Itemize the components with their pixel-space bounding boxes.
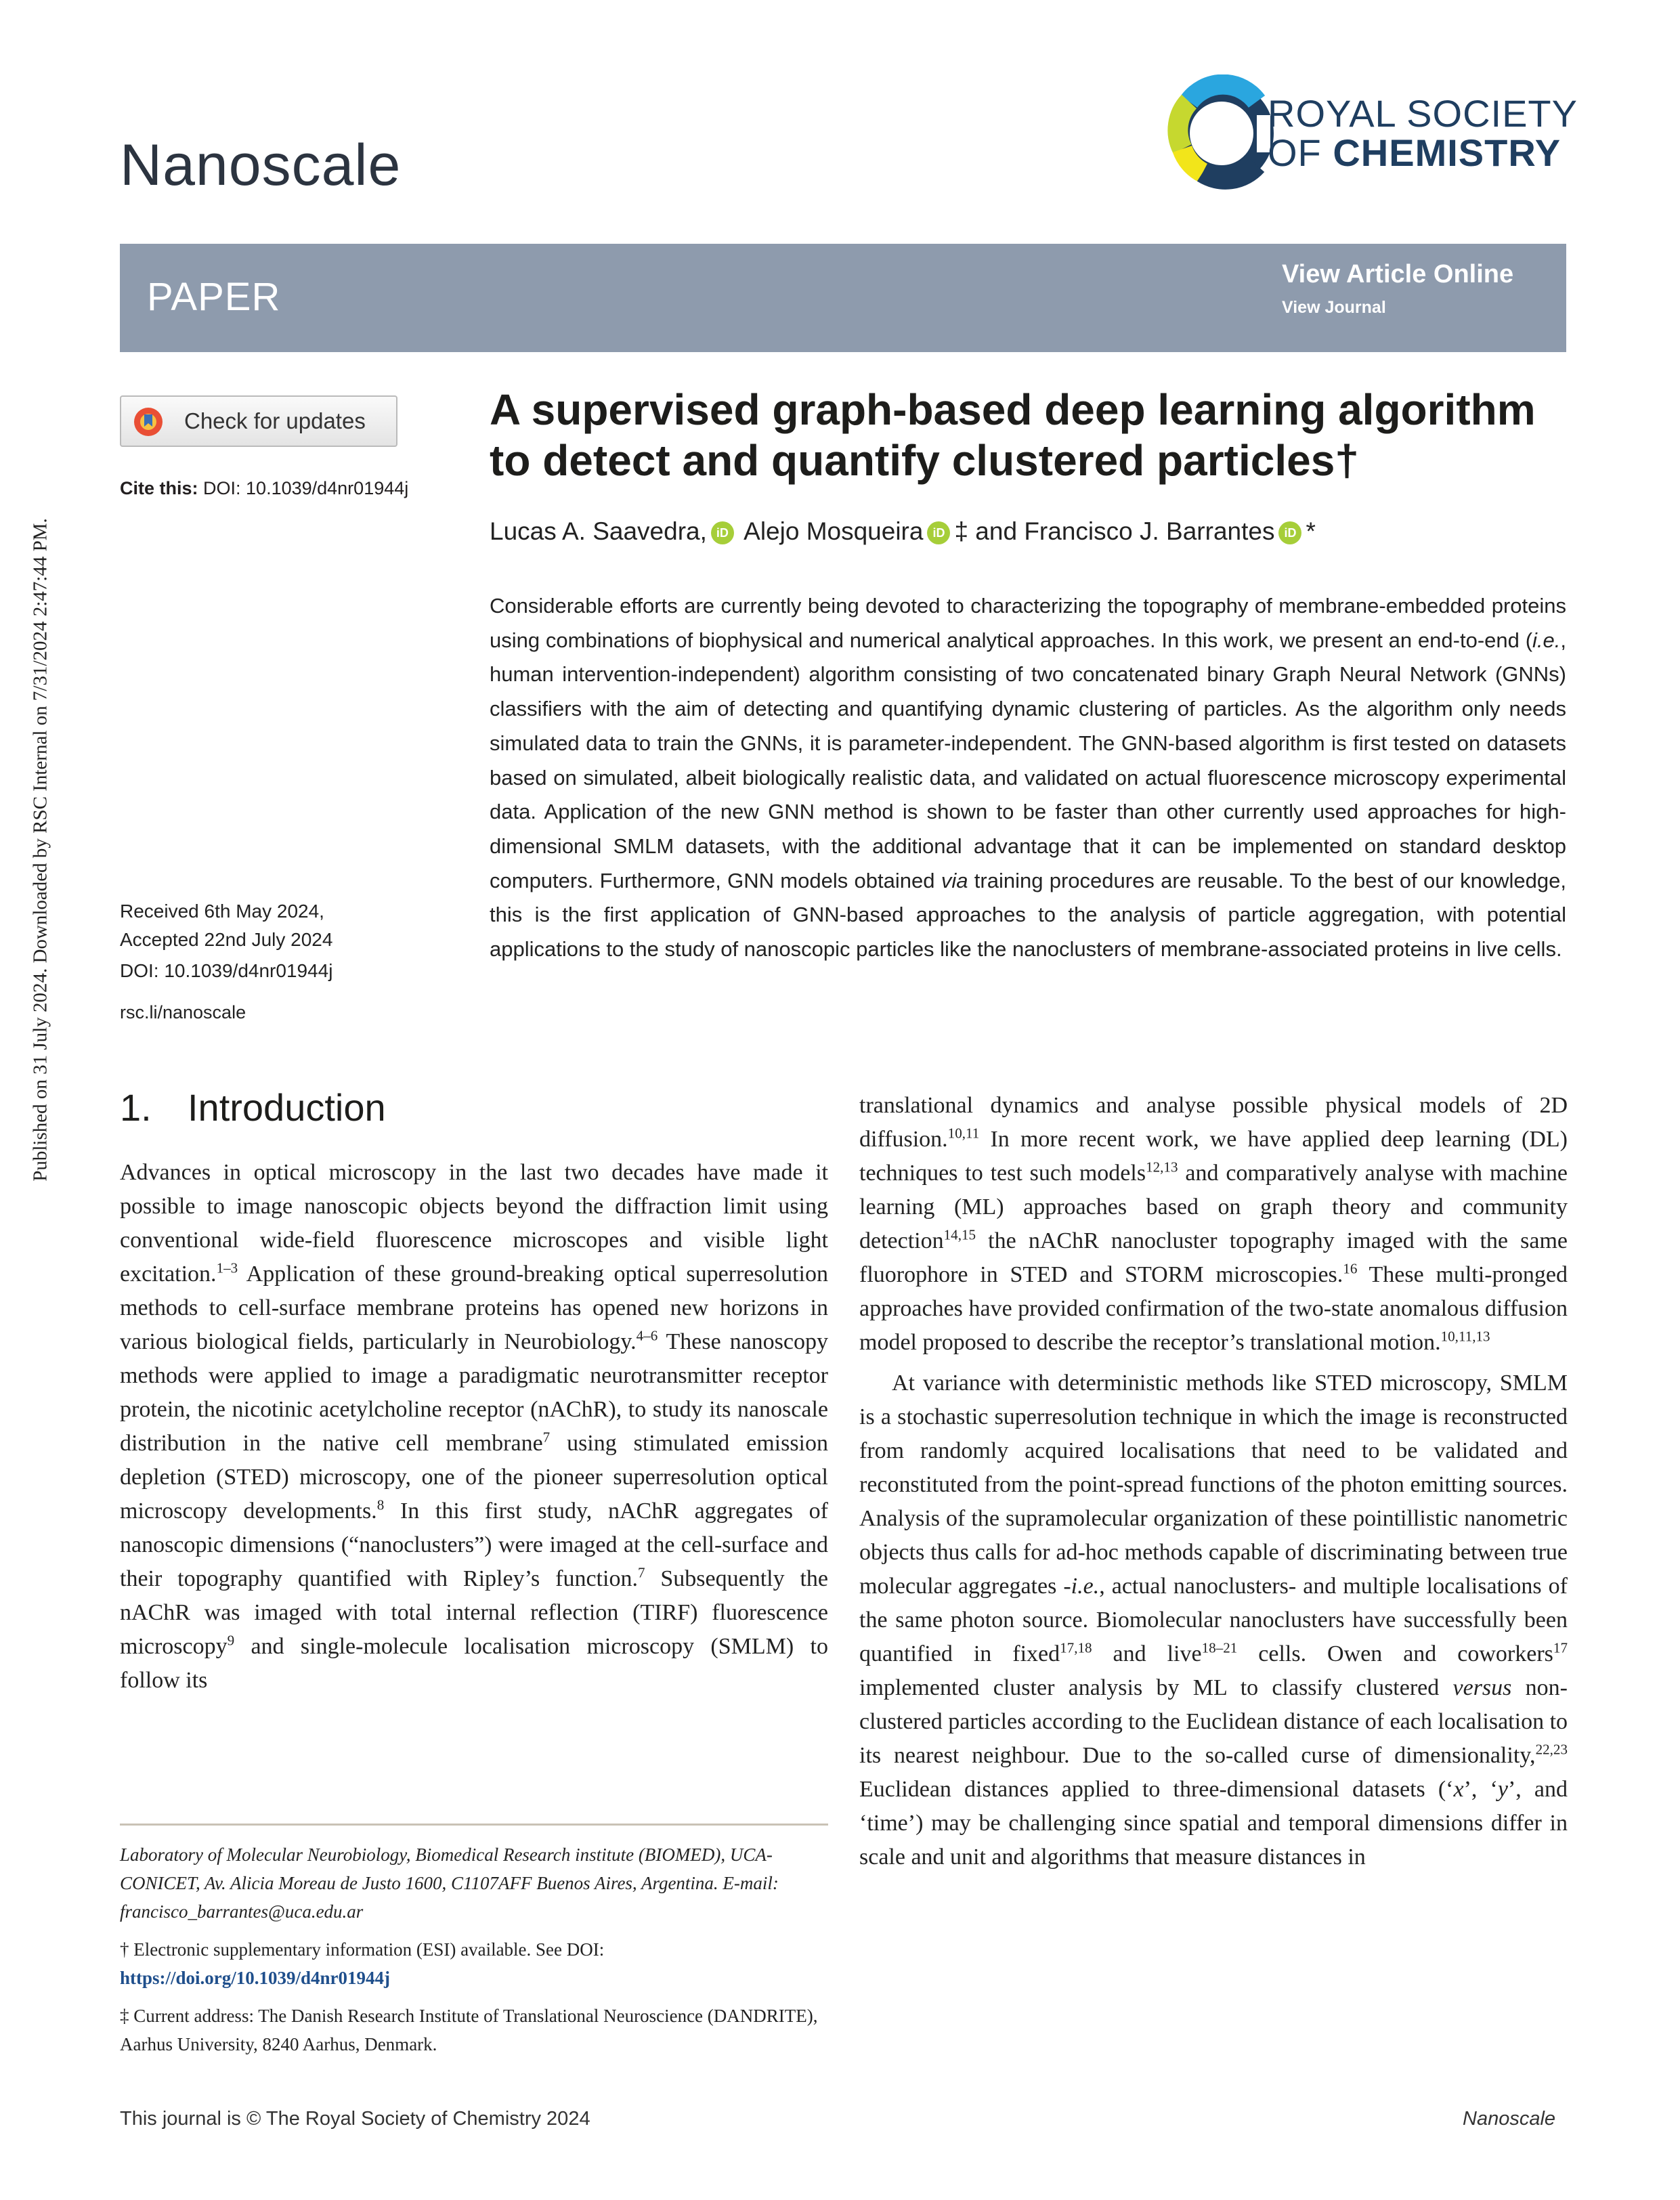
- citation-ref[interactable]: 1–3: [216, 1259, 238, 1276]
- paragraph: [859, 1366, 1568, 1874]
- author-list: [490, 517, 1316, 546]
- text-run: using stimulated emission depletion (STED) microscopy, one of the pioneer superresolution optical microscopy developments.: [120, 1431, 828, 1524]
- cite-this-label: Cite this:: [120, 478, 198, 498]
- text-run: In this first study, nAChR aggregates of nanoscopic dimensions (“nanoclusters”) were imaged at the cell-surface and their topography quantified with Ripley’s function.: [120, 1498, 828, 1591]
- text-run: and comparatively analyse with machine learning (ML) approaches based on graph theory and community detection: [859, 1161, 1568, 1253]
- text-run: and live: [1092, 1641, 1202, 1666]
- section-title: Introduction: [188, 1086, 386, 1129]
- affiliation-text: Laboratory of Molecular Neurobiology, Biomedical Research institute (BIOMED), UCA-CONICET, Av. Alicia Moreau de Justo 1600, C1107AFF Buenos Aires, Argentina. E-mail: francisco_barrantes@uca.edu.ar: [120, 1845, 779, 1922]
- footnote-esi: [120, 1935, 828, 1992]
- text-run: , human intervention-independent) algorithm consisting of two concatenated binary Graph Neural Network (GNNs) classifiers with the aim of detecting and quantifying dynamic clustering of particles. As the algorithm only needs simulated data to train the GNNs, it is parameter-independent. The GNN-based algorithm is first tested on datasets based on simulated, albeit biologically realistic data, and validated on actual fluorescence microscopy experimental data. Application of the new GNN method is shown to be faster than other currently used approaches for high-dimensional SMLM datasets, with the additional advantage that it can be implemented on standard desktop computers. Furthermore, GNN models obtained: [490, 628, 1566, 892]
- check-updates-label[interactable]: Check for updates: [184, 408, 366, 433]
- esi-doi-link[interactable]: https://doi.org/10.1039/d4nr01944j: [120, 1968, 391, 1988]
- citation-ref[interactable]: 9: [227, 1632, 235, 1649]
- publisher-name-line2: [1268, 131, 1561, 174]
- footnote-affiliation: [120, 1840, 828, 1926]
- orcid-icon[interactable]: iD: [1278, 521, 1301, 544]
- orcid-icon[interactable]: iD: [711, 521, 734, 544]
- body-column-left: [120, 1156, 828, 1698]
- italic-text: i.e.: [1532, 628, 1561, 652]
- text-run: In more recent work, we have applied deep learning (DL) techniques to test such models: [859, 1127, 1568, 1186]
- text-run: ’, and ‘time’) may be challenging since spatial and temporal dimensions differ in scale and unit and algorithms that measure distances in: [859, 1777, 1568, 1870]
- paragraph: [859, 1089, 1568, 1360]
- publisher-name-line1: ROYAL SOCIETY: [1268, 92, 1578, 135]
- esi-text: † Electronic supplementary information (ESI) available. See DOI:: [120, 1939, 605, 1960]
- citation-ref[interactable]: 22,23: [1535, 1741, 1568, 1758]
- section-heading-introduction: [120, 1085, 386, 1129]
- abstract: [490, 589, 1566, 967]
- body-column-right: [859, 1089, 1568, 1874]
- italic-text: x: [1453, 1777, 1464, 1802]
- citation-ref[interactable]: 16: [1343, 1260, 1358, 1277]
- text-run: Euclidean distances applied to three-dimensional datasets (‘: [859, 1777, 1454, 1802]
- view-article-online-link[interactable]: View Article Online: [1282, 260, 1514, 288]
- text-run: At variance with deterministic methods like STED microscopy, SMLM is a stochastic superresolution technique in which the image is reconstructed from randomly acquired localisations that need to be validated and reconstituted from the point-spread functions of the photon emitting sources. Analysis of the supramolecular organization of these pointillistic nanometric objects thus calls for ad-hoc methods capable of discriminating between true molecular aggregates -: [859, 1371, 1568, 1599]
- italic-text: y: [1497, 1777, 1508, 1802]
- text-run: These multi-pronged approaches have provided confirmation of the two-state anomalous diffusion model proposed to describe the receptor’s translational motion.: [859, 1262, 1568, 1355]
- citation-ref[interactable]: 12,13: [1146, 1159, 1178, 1176]
- text-run: Subsequently the nAChR was imaged with total internal reflection (TIRF) fluorescence microscopy: [120, 1566, 828, 1659]
- citation-ref[interactable]: 10,11,13: [1440, 1328, 1490, 1345]
- text-run: training procedures are reusable. To the best of our knowledge, this is the first application of GNN-based approaches to the analysis of particle aggregation, with potential applications to the study of nanoscopic particles like the nanoclusters of membrane-associated proteins in live cells.: [490, 868, 1566, 962]
- text-run: These nanoscopy methods were applied to image a paradigmatic neurotransmitter receptor protein, the nicotinic acetylcholine receptor (nAChR), to study its nanoscale distribution in the native cell membrane: [120, 1329, 828, 1456]
- cite-this-doi: DOI: 10.1039/d4nr01944j: [203, 478, 409, 498]
- text-run: translational dynamics and analyse possible physical models of 2D diffusion.: [859, 1093, 1568, 1152]
- download-stamp: [27, 0, 54, 2200]
- paragraph: [120, 1156, 828, 1698]
- footnote-divider: [120, 1824, 828, 1826]
- text-run: the nAChR nanocluster topography imaged with the same fluorophore in STED and STORM microscopies.: [859, 1228, 1568, 1287]
- citation-ref[interactable]: 18–21: [1201, 1639, 1238, 1656]
- text-run: Application of these ground-breaking optical superresolution methods to cell-surface membrane proteins has opened new horizons in various biological fields, particularly in Neurobiology.: [120, 1261, 828, 1354]
- text-run: Advances in optical microscopy in the last two decades have made it possible to image nanoscopic objects beyond the diffraction limit using conventional wide-field fluorescence microscopes and visible light excitation.: [120, 1160, 828, 1287]
- crossmark-icon: [133, 406, 164, 437]
- publisher-of: OF: [1268, 131, 1322, 174]
- citation-ref[interactable]: 8: [376, 1496, 385, 1513]
- footnotes: [120, 1840, 828, 2068]
- italic-text: i.e.: [1071, 1574, 1100, 1599]
- journal-short-link[interactable]: rsc.li/nanoscale: [120, 1002, 246, 1022]
- footnote-current-address: ‡ Current address: The Danish Research Institute of Translational Neuroscience (DANDRITE), Aarhus University, 8240 Aarhus, Denmark.: [120, 2006, 818, 2054]
- citation-ref[interactable]: 17: [1553, 1639, 1568, 1656]
- article-type-label: PAPER: [147, 275, 281, 319]
- view-journal-link[interactable]: View Journal: [1282, 298, 1386, 317]
- text-run: cells. Owen and coworkers: [1237, 1641, 1553, 1666]
- publisher-chemistry: CHEMISTRY: [1333, 131, 1561, 174]
- author-mark-dagger: ‡ and: [954, 517, 1018, 545]
- text-run: implemented cluster analysis by ML to classify clustered: [859, 1675, 1453, 1700]
- corresponding-author-mark: *: [1306, 517, 1316, 545]
- italic-text: via: [941, 868, 968, 892]
- article-doi[interactable]: DOI: 10.1039/d4nr01944j: [120, 960, 333, 981]
- citation-ref[interactable]: 7: [637, 1564, 645, 1581]
- author-barrantes[interactable]: Francisco J. Barrantes: [1024, 517, 1275, 545]
- citation-ref[interactable]: 14,15: [943, 1226, 976, 1243]
- citation-ref[interactable]: 17,18: [1060, 1639, 1092, 1656]
- received-date: Received 6th May 2024,: [120, 901, 324, 922]
- text-run: non-clustered particles according to the Euclidean distance of each localisation to its nearest neighbour. Due to the so-called curse of dimensionality,: [859, 1675, 1568, 1768]
- text-run: , actual nanoclusters- and multiple localisations of the same photon source. Biomolecular nanoclusters have successfully been quantified in fixed: [859, 1574, 1568, 1666]
- author-saavedra[interactable]: Lucas A. Saavedra,: [490, 517, 707, 545]
- section-number: 1.: [120, 1086, 152, 1129]
- download-stamp-text: Published on 31 July 2024. Downloaded by RSC Internal on 7/31/2024 2:47:44 PM.: [29, 518, 51, 1182]
- journal-name: Nanoscale: [120, 133, 402, 198]
- text-run: and single-molecule localisation microscopy (SMLM) to follow its: [120, 1634, 828, 1693]
- text-run: Considerable efforts are currently being devoted to characterizing the topography of membrane-embedded proteins using combinations of biophysical and numerical analytical approaches. In this work, we present an end-to-end (: [490, 594, 1566, 652]
- footer-copyright: This journal is © The Royal Society of Chemistry 2024: [120, 2108, 590, 2130]
- orcid-icon[interactable]: iD: [927, 521, 950, 544]
- cite-this: [120, 478, 408, 499]
- text-run: ’, ‘: [1463, 1777, 1498, 1802]
- accepted-date: Accepted 22nd July 2024: [120, 929, 333, 950]
- italic-text: versus: [1452, 1675, 1512, 1700]
- footer-journal-name: Nanoscale: [1463, 2108, 1556, 2130]
- citation-ref[interactable]: 10,11: [947, 1125, 980, 1142]
- author-mosqueira[interactable]: Alejo Mosqueira: [744, 517, 924, 545]
- citation-ref[interactable]: 7: [542, 1429, 551, 1446]
- citation-ref[interactable]: 4–6: [636, 1327, 658, 1344]
- article-title: A supervised graph-based deep learning algorithm to detect and quantify clustered particles†: [490, 385, 1536, 485]
- received-dates: [120, 897, 332, 954]
